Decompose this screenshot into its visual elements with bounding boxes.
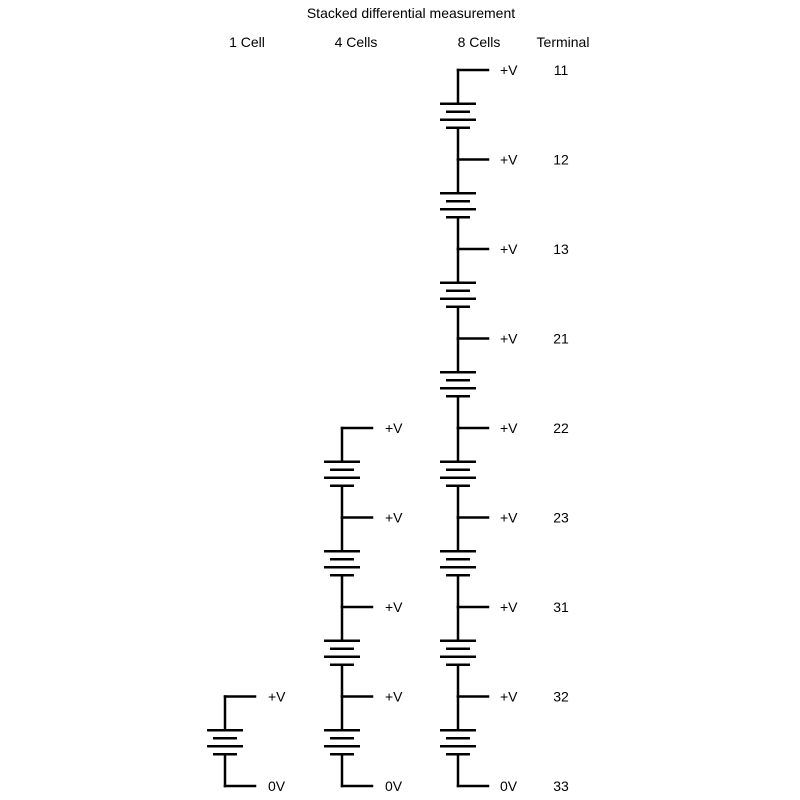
- battery-cell-2: [324, 551, 360, 575]
- positive-label: +V: [500, 330, 518, 347]
- terminal-number: 21: [553, 330, 569, 347]
- battery-cell-2: [440, 193, 476, 217]
- positive-label: +V: [500, 241, 518, 257]
- terminal-number: 31: [553, 599, 569, 615]
- zero-volt-label: 0V: [268, 778, 286, 794]
- battery-cell-4: [324, 730, 360, 754]
- positive-label: +V: [385, 688, 403, 705]
- terminal-number: 13: [553, 241, 569, 257]
- header-4-cells: 4 Cells: [334, 34, 378, 50]
- positive-label: +V: [500, 599, 518, 615]
- positive-label: +V: [500, 151, 518, 168]
- terminal-number: 32: [553, 688, 569, 705]
- diagram-title: Stacked differential measurement: [306, 5, 516, 21]
- battery-cell-1: [440, 104, 476, 128]
- positive-label: +V: [500, 420, 518, 436]
- terminal-number: 11: [553, 62, 569, 78]
- positive-label: +V: [500, 509, 518, 526]
- battery-cell-7: [440, 641, 476, 665]
- positive-label: +V: [385, 420, 403, 436]
- battery-cell-1: [324, 462, 360, 486]
- battery-cell-3: [324, 641, 360, 665]
- terminal-number: 22: [553, 420, 569, 436]
- zero-volt-label: 0V: [500, 778, 518, 794]
- positive-label: +V: [500, 62, 518, 78]
- battery-cell-5: [440, 462, 476, 486]
- positive-label: +V: [385, 509, 403, 526]
- header-1-cell: 1 Cell: [229, 34, 265, 50]
- terminal-number: 12: [553, 151, 569, 168]
- battery-cell-3: [440, 283, 476, 307]
- stack-1-cell: [207, 689, 286, 795]
- header-terminal: Terminal: [536, 34, 590, 50]
- battery-cell-1: [207, 730, 243, 754]
- battery-cell-8: [440, 730, 476, 754]
- terminal-number: 33: [553, 778, 569, 794]
- positive-label: +V: [385, 599, 403, 615]
- terminal-column: [553, 62, 569, 794]
- zero-volt-label: 0V: [385, 778, 403, 794]
- terminal-number: 23: [553, 509, 569, 526]
- header-8-cells: 8 Cells: [457, 34, 501, 50]
- positive-label: +V: [268, 688, 286, 705]
- stack-4-cells: [324, 420, 403, 794]
- battery-cell-6: [440, 551, 476, 575]
- battery-cell-4: [440, 372, 476, 396]
- stack-8-cells: [440, 62, 518, 794]
- positive-label: +V: [500, 688, 518, 705]
